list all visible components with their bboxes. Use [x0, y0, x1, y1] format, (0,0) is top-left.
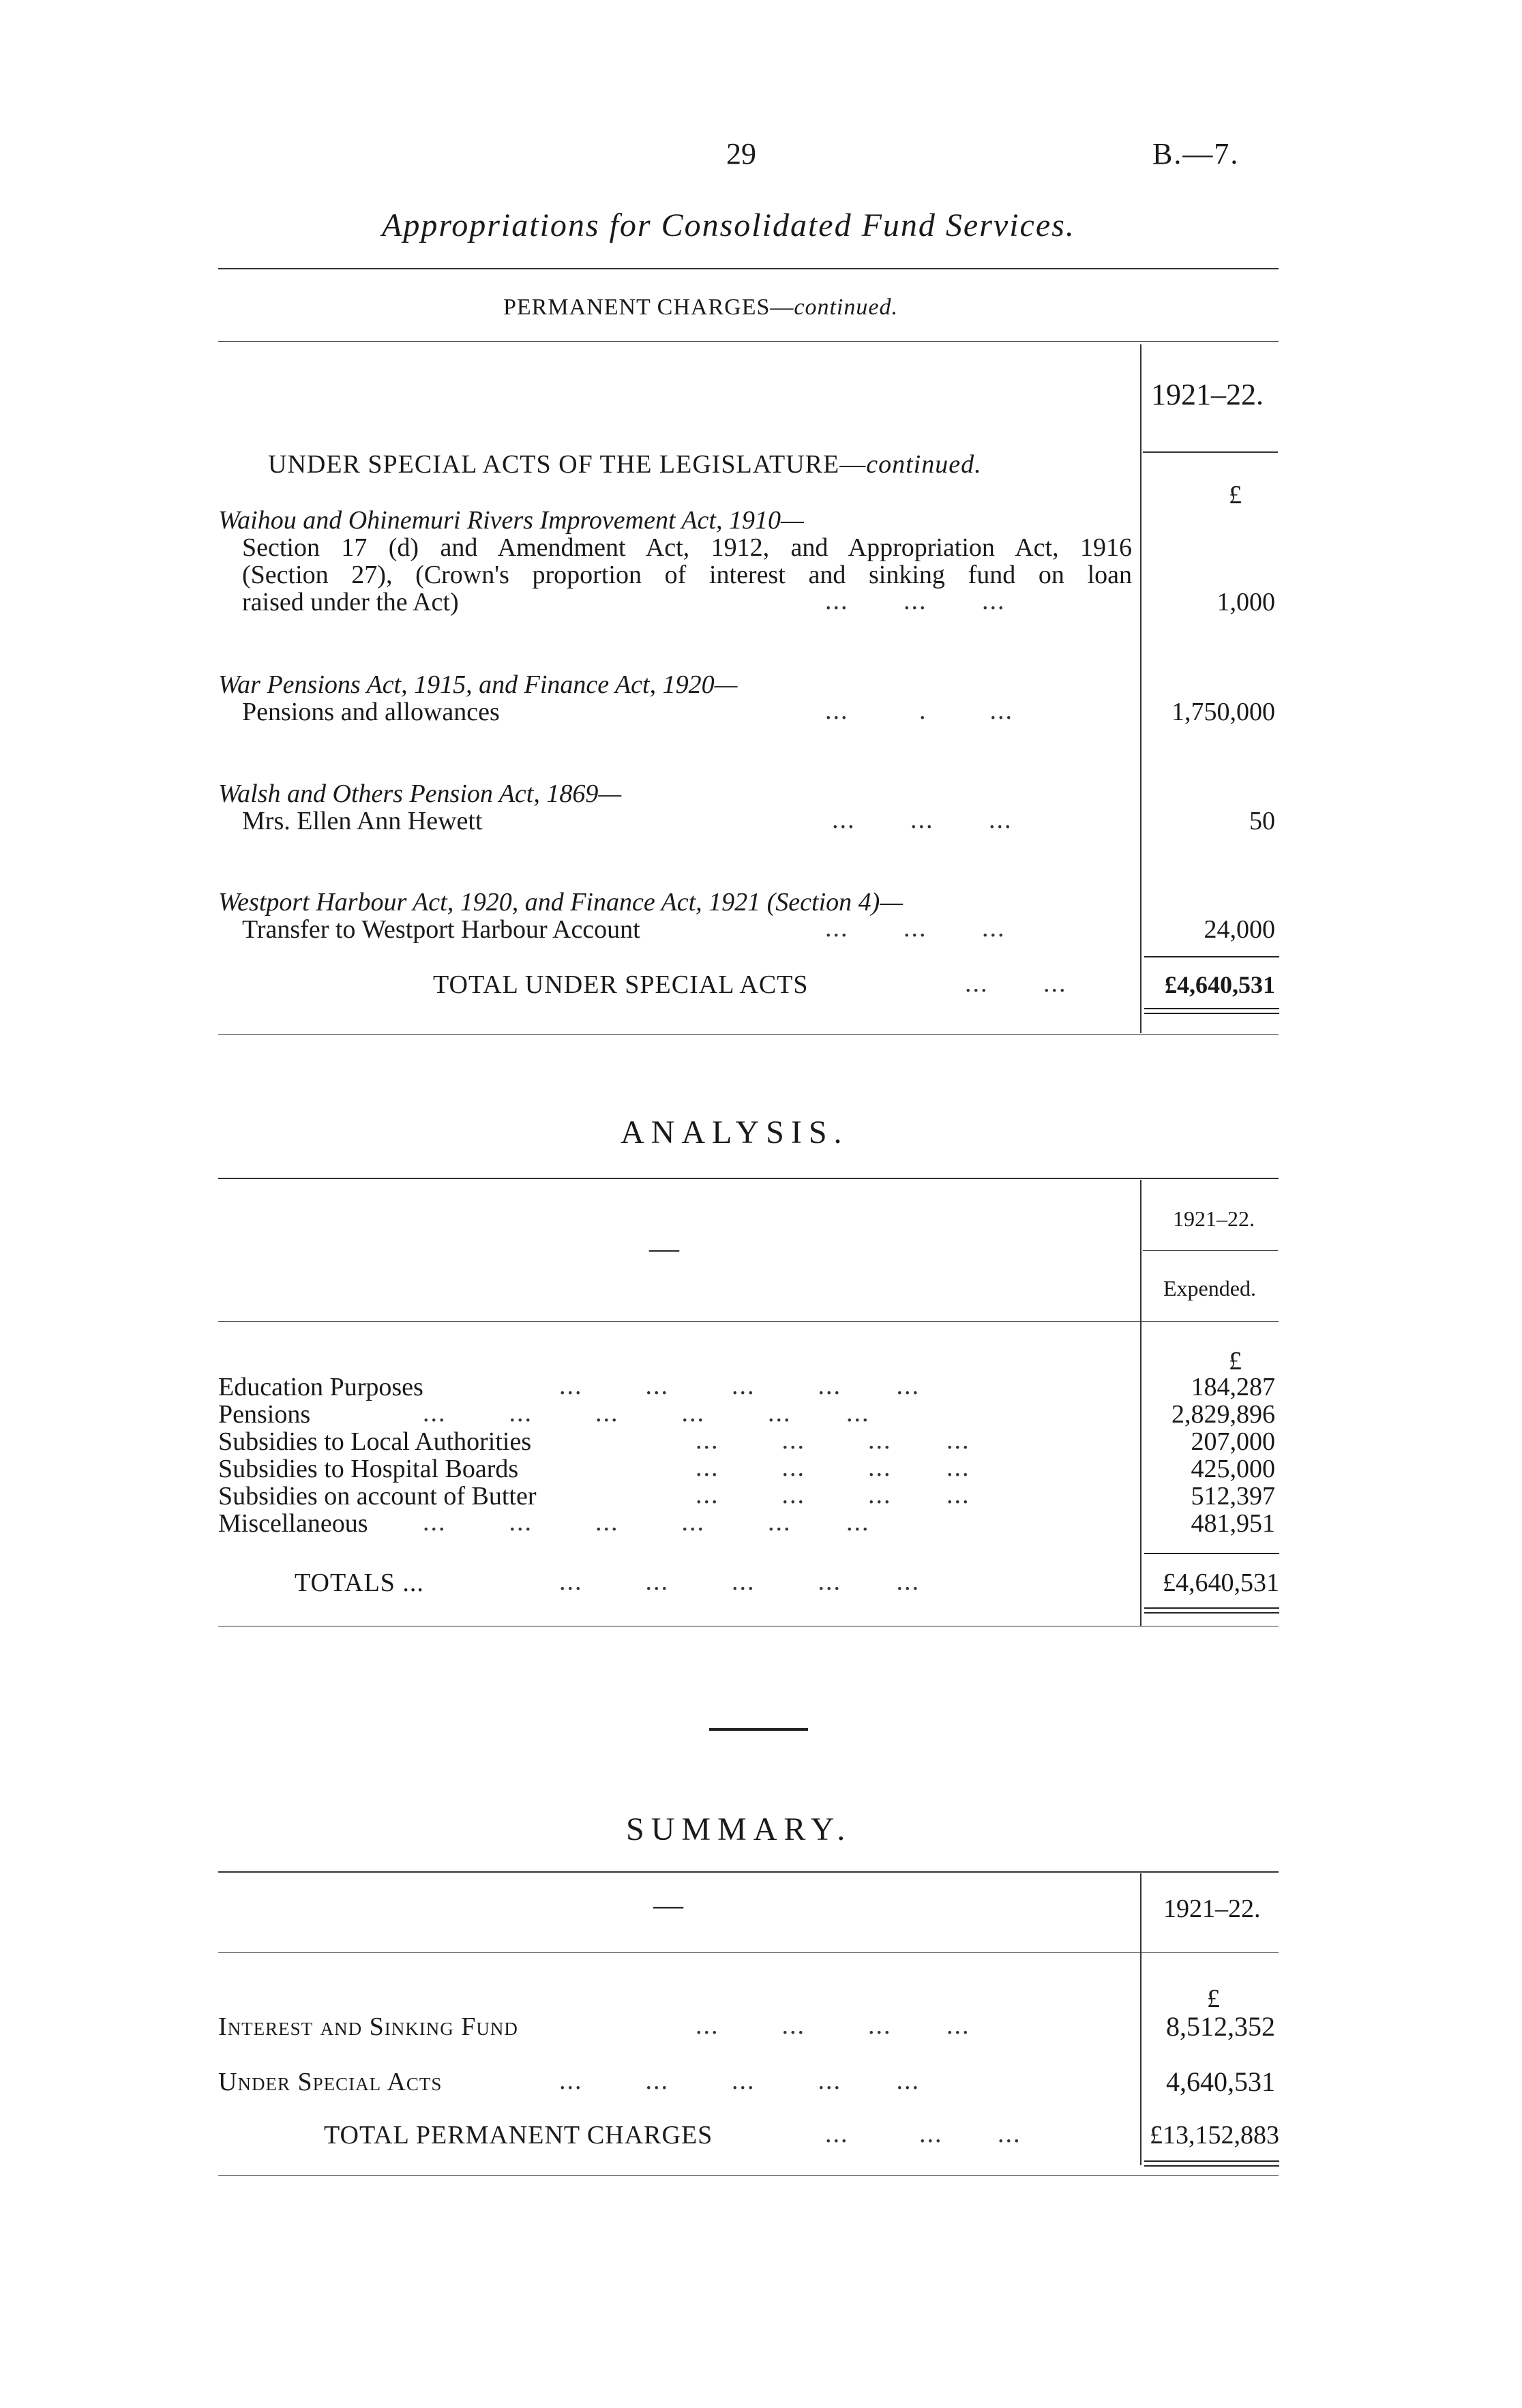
leader-dots: ... ... ... ... ... [559, 1567, 920, 1596]
page-number: 29 [726, 137, 756, 170]
subtotal-rule [1144, 1553, 1279, 1554]
analysis-top-rule [218, 1178, 1279, 1179]
summary-bottom-rule [218, 2175, 1279, 2176]
section-heading-text: PERMANENT CHARGES— [503, 295, 794, 320]
summary-currency: £ [1207, 1985, 1220, 2013]
special-acts-total-label: TOTAL UNDER SPECIAL ACTS [433, 970, 809, 999]
act-line: Pensions and allowances [242, 698, 500, 726]
special-acts-year-header: 1921–22. [1151, 378, 1264, 411]
act-title: Westport Harbour Act, 1920, and Finance Act, 1921 (Section 4)— [218, 888, 904, 917]
leader-dots: ... ... [965, 969, 1067, 998]
act-line: raised under the Act) [242, 588, 459, 616]
analysis-row-label: Subsidies to Hospital Boards [218, 1455, 519, 1483]
analysis-total: £4,640,531 [1163, 1569, 1279, 1597]
document-reference: B.—7. [1152, 137, 1240, 170]
summary-row-label: Under Special Acts [218, 2068, 443, 2096]
section-heading-suffix: continued. [794, 295, 898, 320]
act-line: Transfer to Westport Harbour Account [242, 915, 640, 944]
leader-dots: ... ... ... ... [696, 1453, 970, 1482]
leader-dots: ... ... ... [825, 914, 1006, 942]
analysis-row-amount: 481,951 [1191, 1509, 1275, 1538]
analysis-row-label: Pensions [218, 1400, 311, 1429]
summary-row-amount: 4,640,531 [1166, 2066, 1275, 2097]
summary-dash: — [653, 1888, 683, 1922]
analysis-row-label: Education Purposes [218, 1373, 423, 1401]
leader-dots: ... ... ... ... ... [559, 1371, 920, 1400]
special-acts-header-rule [1143, 451, 1278, 453]
analysis-row-amount: 2,829,896 [1172, 1400, 1275, 1429]
special-acts-heading-text: UNDER SPECIAL ACTS OF THE LEGISLATURE— [268, 450, 867, 479]
summary-year-header: 1921–22. [1163, 1894, 1261, 1923]
act-title: Waihou and Ohinemuri Rivers Improvement Act, 1910— [218, 506, 804, 535]
analysis-header-rule [1143, 1250, 1278, 1251]
section-separator [709, 1728, 808, 1731]
summary-header-bottom-rule [218, 1952, 1279, 1953]
section-rule [218, 341, 1279, 342]
total-double-rule [1144, 1008, 1279, 1014]
analysis-year-header: 1921–22. [1173, 1206, 1255, 1231]
analysis-expended-header: Expended. [1163, 1276, 1256, 1300]
special-acts-heading-suffix: continued. [866, 450, 982, 479]
act-line: Mrs. Ellen Ann Hewett [242, 807, 483, 835]
special-acts-currency: £ [1229, 481, 1242, 509]
leader-dots: ... ... ... [825, 2120, 1021, 2148]
total-double-rule [1144, 1607, 1279, 1614]
page-title: Appropriations for Consolidated Fund Services. [382, 207, 1075, 243]
analysis-currency: £ [1229, 1347, 1242, 1376]
analysis-dash: — [649, 1232, 679, 1265]
leader-dots: ... ... ... ... [696, 1481, 970, 1509]
leader-dots: ... . ... [825, 696, 1013, 725]
analysis-header-bottom-rule [218, 1321, 1279, 1322]
summary-total-label: TOTAL PERMANENT CHARGES [324, 2121, 713, 2150]
leader-dots: ... ... ... ... [696, 2011, 970, 2040]
total-double-rule [1144, 2160, 1279, 2167]
analysis-row-label: Subsidies on account of Butter [218, 1482, 537, 1511]
act-amount: 50 [1249, 807, 1275, 835]
act-amount: 1,000 [1217, 588, 1275, 616]
analysis-row-amount: 425,000 [1191, 1455, 1275, 1483]
act-line: Section 17 (d) and Amendment Act, 1912, and Appropriation Act, 1916 [242, 533, 1132, 562]
summary-row-label: Interest and Sinking Fund [218, 2012, 518, 2041]
analysis-row-amount: 512,397 [1191, 1482, 1275, 1511]
special-acts-bottom-rule [218, 1034, 1279, 1035]
leader-dots: ... ... ... [832, 805, 1013, 834]
special-acts-heading [268, 450, 982, 479]
section-heading [503, 293, 898, 322]
subtotal-rule [1144, 956, 1279, 957]
act-amount: 1,750,000 [1172, 698, 1275, 726]
analysis-title: ANALYSIS. [621, 1114, 849, 1150]
summary-title: SUMMARY. [626, 1811, 852, 1847]
analysis-row-amount: 207,000 [1191, 1427, 1275, 1456]
leader-dots: ... ... ... [825, 586, 1006, 615]
title-rule [218, 268, 1279, 269]
act-title: Walsh and Others Pension Act, 1869— [218, 779, 622, 808]
summary-top-rule [218, 1871, 1279, 1873]
analysis-row-amount: 184,287 [1191, 1373, 1275, 1401]
summary-total: £13,152,883 [1150, 2121, 1279, 2150]
leader-dots: ... ... ... ... [696, 1426, 970, 1455]
act-title: War Pensions Act, 1915, and Finance Act, 1920— [218, 670, 738, 699]
act-line: (Section 27), (Crown's proportion of interest and sinking fund on loan [242, 561, 1132, 589]
leader-dots: ... ... ... ... ... ... [423, 1508, 870, 1536]
leader-dots: ... ... ... ... ... ... [423, 1399, 870, 1427]
special-acts-total: £4,640,531 [1165, 971, 1275, 998]
analysis-row-label: Subsidies to Local Authorities [218, 1427, 532, 1456]
act-amount: 24,000 [1204, 915, 1275, 944]
leader-dots: ... ... ... ... ... [559, 2066, 920, 2095]
analysis-row-label: Miscellaneous [218, 1509, 368, 1538]
summary-row-amount: 8,512,352 [1166, 2011, 1275, 2042]
analysis-total-label: TOTALS ... [295, 1569, 424, 1597]
